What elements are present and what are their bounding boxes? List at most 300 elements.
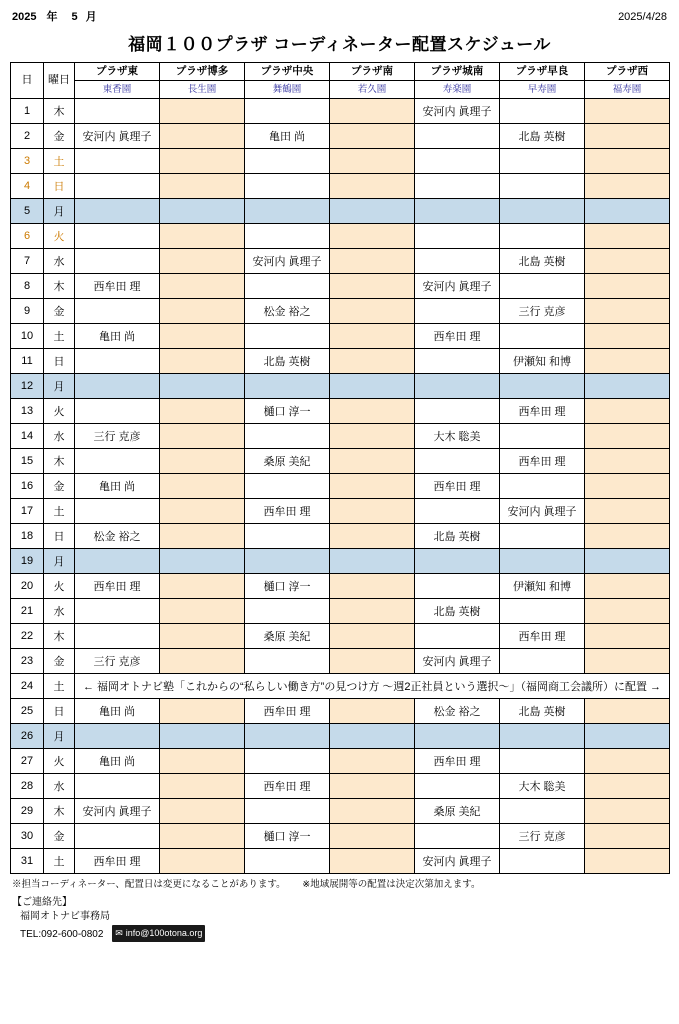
cell-assignment (330, 799, 415, 824)
cell-assignment (245, 224, 330, 249)
cell-assignment (585, 849, 670, 874)
cell-assignment (585, 799, 670, 824)
cell-assignment (330, 649, 415, 674)
table-row (11, 249, 670, 274)
cell-assignment (585, 699, 670, 724)
cell-assignment (585, 649, 670, 674)
table-row (11, 824, 670, 849)
cell-assignment: 西牟田 理 (500, 624, 585, 649)
cell-assignment (245, 174, 330, 199)
cell-assignment (330, 424, 415, 449)
cell-assignment (500, 424, 585, 449)
cell-assignment: 桑原 美紀 (245, 449, 330, 474)
header-row-names (11, 63, 670, 81)
cell-assignment: 西牟田 理 (500, 449, 585, 474)
cell-assignment (415, 349, 500, 374)
cell-assignment (245, 549, 330, 574)
cell-assignment (500, 374, 585, 399)
cell-assignment (245, 274, 330, 299)
cell-day: 22 (11, 624, 44, 649)
cell-assignment (330, 574, 415, 599)
note-2: ※地域展開等の配置は決定次第加えます。 (302, 879, 481, 890)
cell-assignment (160, 724, 245, 749)
col-header-garden-1: 長生園 (160, 81, 245, 99)
cell-day: 24 (11, 674, 44, 699)
cell-assignment: 西牟田 理 (500, 399, 585, 424)
cell-dow: 火 (44, 749, 75, 774)
cell-assignment (330, 699, 415, 724)
cell-assignment (75, 174, 160, 199)
cell-assignment (585, 349, 670, 374)
cell-assignment: 北島 英樹 (415, 599, 500, 624)
cell-assignment (585, 524, 670, 549)
cell-day: 26 (11, 724, 44, 749)
cell-assignment (160, 624, 245, 649)
cell-assignment (160, 274, 245, 299)
footer-notes (10, 878, 669, 892)
table-row (11, 399, 670, 424)
cell-dow: 金 (44, 824, 75, 849)
cell-assignment (75, 499, 160, 524)
cell-assignment (75, 549, 160, 574)
contact-email-badge[interactable] (112, 925, 205, 942)
cell-assignment (330, 274, 415, 299)
cell-assignment (160, 149, 245, 174)
cell-assignment: 西牟田 理 (245, 774, 330, 799)
cell-assignment (245, 424, 330, 449)
cell-day: 25 (11, 699, 44, 724)
cell-assignment (75, 224, 160, 249)
cell-assignment (245, 749, 330, 774)
cell-assignment (585, 774, 670, 799)
cell-assignment (160, 174, 245, 199)
cell-dow: 月 (44, 199, 75, 224)
table-row (11, 699, 670, 724)
cell-assignment (75, 374, 160, 399)
cell-assignment (75, 724, 160, 749)
table-row (11, 549, 670, 574)
table-row (11, 99, 670, 124)
cell-assignment (75, 99, 160, 124)
col-header-dow: 曜日 (44, 63, 75, 99)
cell-day: 12 (11, 374, 44, 399)
header-month: 5 (71, 11, 78, 23)
cell-dow: 火 (44, 574, 75, 599)
col-header-garden-3: 若久園 (330, 81, 415, 99)
cell-assignment (415, 199, 500, 224)
cell-assignment (585, 224, 670, 249)
cell-assignment: 安河内 眞理子 (75, 799, 160, 824)
cell-assignment (245, 724, 330, 749)
cell-dow: 水 (44, 599, 75, 624)
cell-assignment (160, 199, 245, 224)
cell-assignment: 安河内 眞理子 (415, 99, 500, 124)
cell-assignment (500, 549, 585, 574)
cell-dow: 土 (44, 849, 75, 874)
cell-assignment (75, 599, 160, 624)
cell-assignment: 西牟田 理 (75, 849, 160, 874)
col-header-plaza-4: プラザ城南 (415, 63, 500, 81)
cell-assignment: 亀田 尚 (75, 324, 160, 349)
cell-assignment (160, 549, 245, 574)
cell-assignment (330, 224, 415, 249)
cell-assignment: 西牟田 理 (245, 499, 330, 524)
cell-assignment (75, 399, 160, 424)
cell-assignment (160, 499, 245, 524)
cell-assignment (585, 499, 670, 524)
cell-assignment (585, 274, 670, 299)
col-header-garden-2: 舞鶴園 (245, 81, 330, 99)
cell-day: 23 (11, 649, 44, 674)
col-header-day: 日 (11, 63, 44, 99)
cell-assignment (330, 124, 415, 149)
cell-assignment (585, 574, 670, 599)
table-row (11, 849, 670, 874)
table-row (11, 474, 670, 499)
cell-assignment (330, 749, 415, 774)
cell-assignment (245, 599, 330, 624)
cell-assignment (585, 124, 670, 149)
cell-assignment (585, 99, 670, 124)
cell-assignment: 安河内 眞理子 (415, 649, 500, 674)
cell-assignment (330, 174, 415, 199)
cell-assignment (500, 324, 585, 349)
table-row (11, 224, 670, 249)
cell-dow: 土 (44, 674, 75, 699)
cell-assignment: 三行 克彦 (75, 649, 160, 674)
mail-icon: ✉ (115, 927, 123, 938)
cell-dow: 水 (44, 249, 75, 274)
cell-assignment (330, 499, 415, 524)
cell-assignment (415, 149, 500, 174)
cell-dow: 金 (44, 474, 75, 499)
col-header-garden-5: 早寿園 (500, 81, 585, 99)
table-row (11, 349, 670, 374)
cell-day: 27 (11, 749, 44, 774)
cell-day: 13 (11, 399, 44, 424)
contact-block (10, 908, 669, 943)
cell-assignment: 北島 英樹 (500, 124, 585, 149)
cell-assignment: 大木 聡美 (500, 774, 585, 799)
cell-day: 30 (11, 824, 44, 849)
cell-assignment (245, 474, 330, 499)
table-row (11, 324, 670, 349)
cell-assignment: 安河内 眞理子 (245, 249, 330, 274)
cell-day: 8 (11, 274, 44, 299)
cell-assignment (75, 349, 160, 374)
cell-assignment (160, 349, 245, 374)
cell-assignment (330, 399, 415, 424)
note-1: ※担当コーディネーター、配置日は変更になることがあります。 (12, 879, 286, 890)
col-header-garden-0: 東香園 (75, 81, 160, 99)
table-row (11, 674, 670, 699)
cell-assignment: 亀田 尚 (245, 124, 330, 149)
cell-assignment (585, 199, 670, 224)
cell-assignment (500, 199, 585, 224)
cell-assignment: 北島 英樹 (500, 699, 585, 724)
cell-dow: 火 (44, 224, 75, 249)
table-row (11, 124, 670, 149)
cell-assignment (330, 149, 415, 174)
cell-dow: 木 (44, 799, 75, 824)
cell-assignment: 西牟田 理 (75, 274, 160, 299)
cell-dow: 日 (44, 174, 75, 199)
cell-assignment (500, 174, 585, 199)
header-year-label: 年 (46, 11, 58, 23)
cell-assignment (160, 699, 245, 724)
cell-assignment: 松金 裕之 (245, 299, 330, 324)
cell-assignment (585, 599, 670, 624)
cell-assignment: 西牟田 理 (245, 699, 330, 724)
cell-dow: 日 (44, 524, 75, 549)
cell-assignment: 亀田 尚 (75, 699, 160, 724)
cell-assignment (500, 849, 585, 874)
schedule-table (10, 62, 670, 874)
cell-assignment (415, 449, 500, 474)
cell-assignment: 伊瀬知 和博 (500, 574, 585, 599)
cell-assignment (245, 324, 330, 349)
contact-heading: 【ご連絡先】 (12, 896, 72, 908)
cell-assignment (160, 449, 245, 474)
cell-dow: 水 (44, 774, 75, 799)
cell-assignment (160, 399, 245, 424)
cell-assignment (330, 549, 415, 574)
cell-assignment (330, 524, 415, 549)
cell-assignment: 西牟田 理 (415, 749, 500, 774)
col-header-garden-6: 福寿園 (585, 81, 670, 99)
col-header-plaza-5: プラザ早良 (500, 63, 585, 81)
cell-assignment (245, 374, 330, 399)
cell-assignment (330, 374, 415, 399)
cell-assignment (585, 824, 670, 849)
cell-assignment (75, 149, 160, 174)
cell-assignment: 亀田 尚 (75, 749, 160, 774)
table-row (11, 449, 670, 474)
cell-assignment (500, 599, 585, 624)
cell-assignment (585, 724, 670, 749)
cell-assignment: 亀田 尚 (75, 474, 160, 499)
cell-dow: 日 (44, 699, 75, 724)
cell-assignment (245, 199, 330, 224)
table-row (11, 374, 670, 399)
cell-day: 19 (11, 549, 44, 574)
cell-assignment (415, 174, 500, 199)
cell-assignment (330, 249, 415, 274)
cell-day: 14 (11, 424, 44, 449)
cell-assignment (75, 774, 160, 799)
cell-assignment (330, 849, 415, 874)
cell-dow: 火 (44, 399, 75, 424)
cell-day: 2 (11, 124, 44, 149)
cell-day: 18 (11, 524, 44, 549)
col-header-plaza-2: プラザ中央 (245, 63, 330, 81)
cell-assignment: 大木 聡美 (415, 424, 500, 449)
cell-assignment (160, 424, 245, 449)
cell-assignment (500, 474, 585, 499)
cell-assignment (330, 474, 415, 499)
cell-assignment (330, 299, 415, 324)
col-header-plaza-1: プラザ博多 (160, 63, 245, 81)
cell-assignment (160, 124, 245, 149)
cell-assignment (330, 324, 415, 349)
cell-assignment (415, 399, 500, 424)
cell-assignment (500, 724, 585, 749)
cell-assignment: 安河内 眞理子 (75, 124, 160, 149)
header-issue-date: 2025/4/28 (618, 11, 667, 23)
cell-dow: 土 (44, 149, 75, 174)
cell-dow: 日 (44, 349, 75, 374)
cell-assignment: 北島 英樹 (245, 349, 330, 374)
cell-dow: 水 (44, 424, 75, 449)
cell-assignment (500, 274, 585, 299)
table-row (11, 649, 670, 674)
cell-assignment (245, 849, 330, 874)
cell-assignment (415, 124, 500, 149)
cell-assignment (500, 649, 585, 674)
cell-assignment: 西牟田 理 (415, 324, 500, 349)
cell-assignment: 北島 英樹 (415, 524, 500, 549)
cell-assignment (75, 199, 160, 224)
cell-assignment: 安河内 眞理子 (415, 274, 500, 299)
cell-assignment (415, 724, 500, 749)
cell-assignment (415, 299, 500, 324)
cell-assignment: 伊瀬知 和博 (500, 349, 585, 374)
table-row (11, 149, 670, 174)
cell-assignment (585, 249, 670, 274)
cell-assignment (415, 824, 500, 849)
cell-assignment (160, 474, 245, 499)
cell-assignment (585, 549, 670, 574)
cell-day: 4 (11, 174, 44, 199)
cell-assignment (415, 624, 500, 649)
cell-assignment (585, 374, 670, 399)
cell-assignment (160, 849, 245, 874)
cell-assignment (245, 99, 330, 124)
cell-assignment (585, 449, 670, 474)
cell-assignment (585, 749, 670, 774)
table-row (11, 199, 670, 224)
table-row (11, 299, 670, 324)
table-row (11, 274, 670, 299)
cell-assignment (415, 499, 500, 524)
cell-assignment (160, 524, 245, 549)
cell-assignment (585, 624, 670, 649)
page-title: 福岡１００プラザ コーディネーター配置スケジュール (128, 35, 551, 54)
cell-day: 3 (11, 149, 44, 174)
header-year: 2025 (12, 11, 37, 23)
cell-assignment (245, 524, 330, 549)
col-header-plaza-0: プラザ東 (75, 63, 160, 81)
cell-assignment (75, 299, 160, 324)
cell-assignment: 桑原 美紀 (245, 624, 330, 649)
contact-org: 福岡オトナビ事務局 (20, 910, 110, 922)
cell-assignment (500, 149, 585, 174)
document-header (10, 8, 669, 26)
cell-assignment (330, 824, 415, 849)
table-row (11, 499, 670, 524)
cell-event-note: ← 福岡オトナビ塾「これからの“私らしい働き方”の見つけ方 〜週2正社員という選択〜」（福岡商工会議所）に配置 → (75, 674, 670, 699)
col-header-garden-4: 寿楽園 (415, 81, 500, 99)
cell-assignment (500, 99, 585, 124)
cell-assignment: 西牟田 理 (75, 574, 160, 599)
cell-assignment (415, 224, 500, 249)
cell-dow: 土 (44, 499, 75, 524)
cell-assignment (75, 624, 160, 649)
cell-day: 9 (11, 299, 44, 324)
cell-assignment (415, 774, 500, 799)
cell-dow: 金 (44, 299, 75, 324)
contact-line (20, 925, 669, 943)
cell-assignment (500, 524, 585, 549)
cell-day: 28 (11, 774, 44, 799)
cell-day: 5 (11, 199, 44, 224)
col-header-plaza-3: プラザ南 (330, 63, 415, 81)
cell-day: 15 (11, 449, 44, 474)
cell-assignment (585, 424, 670, 449)
table-row (11, 624, 670, 649)
cell-day: 6 (11, 224, 44, 249)
table-row (11, 799, 670, 824)
cell-assignment (160, 374, 245, 399)
cell-assignment: 樋口 淳一 (245, 574, 330, 599)
cell-assignment (160, 324, 245, 349)
cell-assignment (160, 774, 245, 799)
cell-assignment (160, 574, 245, 599)
table-row (11, 574, 670, 599)
cell-assignment (160, 649, 245, 674)
cell-assignment (330, 449, 415, 474)
cell-assignment (160, 799, 245, 824)
cell-assignment (585, 474, 670, 499)
table-row (11, 774, 670, 799)
cell-assignment: 北島 英樹 (500, 249, 585, 274)
cell-day: 7 (11, 249, 44, 274)
cell-dow: 月 (44, 724, 75, 749)
cell-assignment (330, 724, 415, 749)
cell-assignment (160, 599, 245, 624)
cell-day: 20 (11, 574, 44, 599)
cell-day: 10 (11, 324, 44, 349)
cell-dow: 木 (44, 624, 75, 649)
contact-email: info@100otona.org (125, 927, 203, 938)
cell-assignment: 松金 裕之 (415, 699, 500, 724)
cell-assignment (415, 249, 500, 274)
cell-assignment (245, 149, 330, 174)
cell-day: 11 (11, 349, 44, 374)
col-header-plaza-6: プラザ西 (585, 63, 670, 81)
cell-day: 21 (11, 599, 44, 624)
cell-assignment (245, 649, 330, 674)
table-row (11, 524, 670, 549)
cell-assignment (585, 324, 670, 349)
cell-day: 17 (11, 499, 44, 524)
cell-assignment (330, 349, 415, 374)
cell-assignment (330, 599, 415, 624)
cell-assignment (585, 149, 670, 174)
cell-assignment (160, 749, 245, 774)
cell-assignment (330, 199, 415, 224)
cell-assignment (500, 799, 585, 824)
table-row (11, 174, 670, 199)
table-row (11, 599, 670, 624)
cell-assignment: 安河内 眞理子 (500, 499, 585, 524)
cell-dow: 木 (44, 274, 75, 299)
cell-assignment (415, 549, 500, 574)
header-month-label: 月 (85, 11, 97, 23)
cell-assignment (330, 99, 415, 124)
cell-assignment: 樋口 淳一 (245, 399, 330, 424)
cell-assignment: 三行 克彦 (500, 824, 585, 849)
